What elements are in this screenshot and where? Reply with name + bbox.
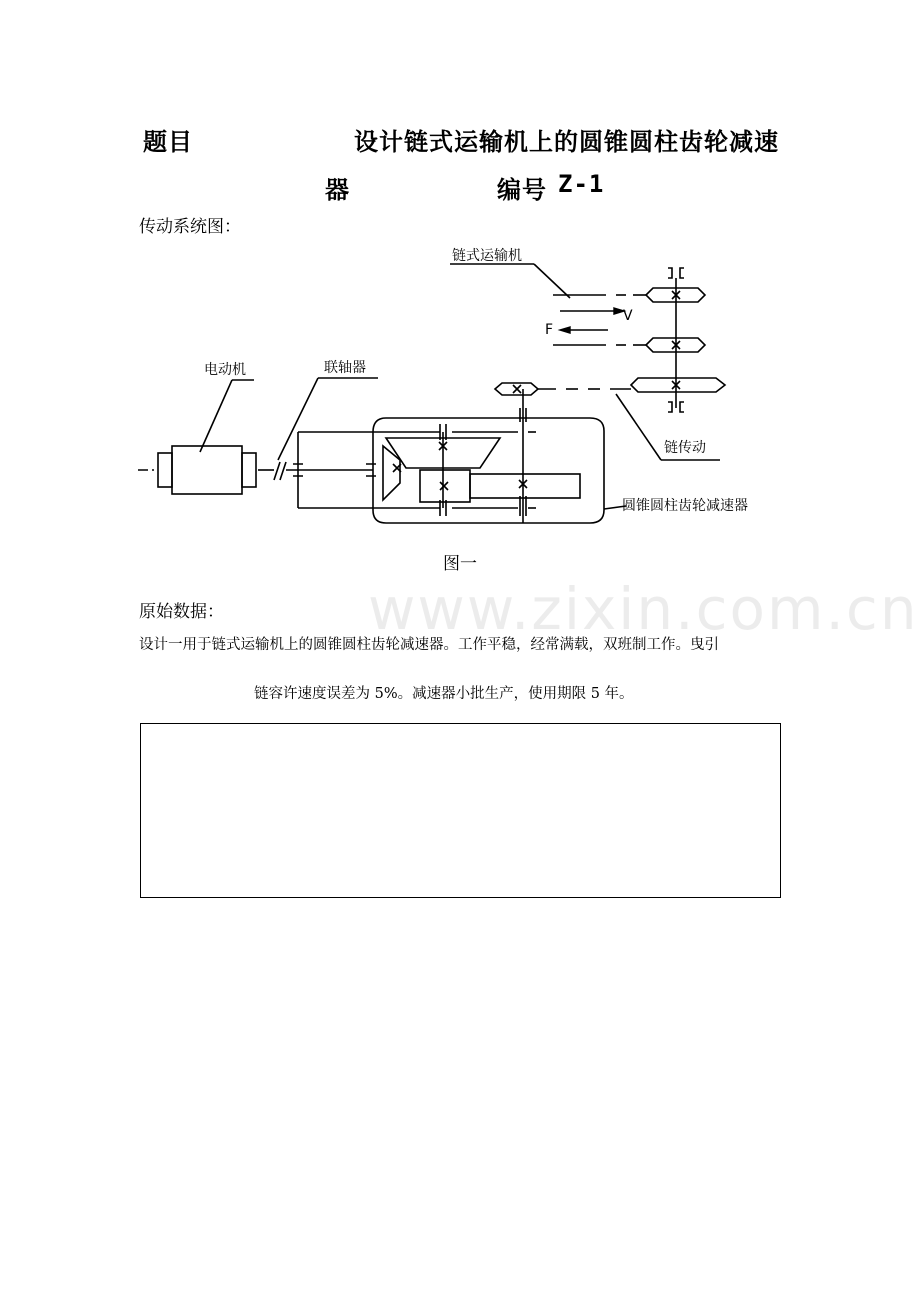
bearing-bottom-right <box>680 402 684 412</box>
title-label: 题目 <box>143 128 193 156</box>
velocity-label: V <box>623 308 633 324</box>
coupling-symbol <box>274 462 286 480</box>
force-arrowhead <box>560 327 570 333</box>
chain-drive-label: 链传动 <box>664 440 706 456</box>
raw-data-line-2: 链容许速度误差为 5%。减速器小批生产，使用期限 5 年。 <box>254 686 634 702</box>
transmission-diagram <box>138 238 788 538</box>
driven-chain-sprocket <box>631 378 725 392</box>
reducer-label: 圆锥圆柱齿轮减速器 <box>622 498 748 514</box>
coupling-label: 联轴器 <box>324 360 366 376</box>
number-value: Z-1 <box>558 170 605 198</box>
force-label: F <box>545 322 554 338</box>
diagram-section-label: 传动系统图： <box>139 217 241 237</box>
title-text-line2: 器 <box>325 176 350 204</box>
bearing-bottom-left <box>668 402 672 412</box>
number-label: 编号 <box>497 176 547 204</box>
watermark: www.zixin.com.cn <box>368 575 919 643</box>
bearing-top-left <box>668 268 672 278</box>
motor-end-left <box>158 453 172 487</box>
raw-data-line-1: 设计一用于链式运输机上的圆锥圆柱齿轮减速器。工作平稳，经常满载，双班制工作。曳引 <box>139 637 719 653</box>
raw-data-section-label: 原始数据： <box>139 602 224 622</box>
conveyor-label: 链式运输机 <box>452 248 522 264</box>
motor-label: 电动机 <box>204 362 246 378</box>
title-text-line1: 设计链式运输机上的圆锥圆柱齿轮减速 <box>354 128 779 156</box>
chain-drive-leader <box>616 394 661 460</box>
figure-caption: 图一 <box>443 554 477 574</box>
motor-end-right <box>242 453 256 487</box>
blank-answer-box <box>140 723 781 898</box>
motor-body <box>172 446 242 494</box>
conveyor-leader-line <box>534 264 570 298</box>
bearing-top-right <box>680 268 684 278</box>
motor-leader <box>200 380 232 452</box>
